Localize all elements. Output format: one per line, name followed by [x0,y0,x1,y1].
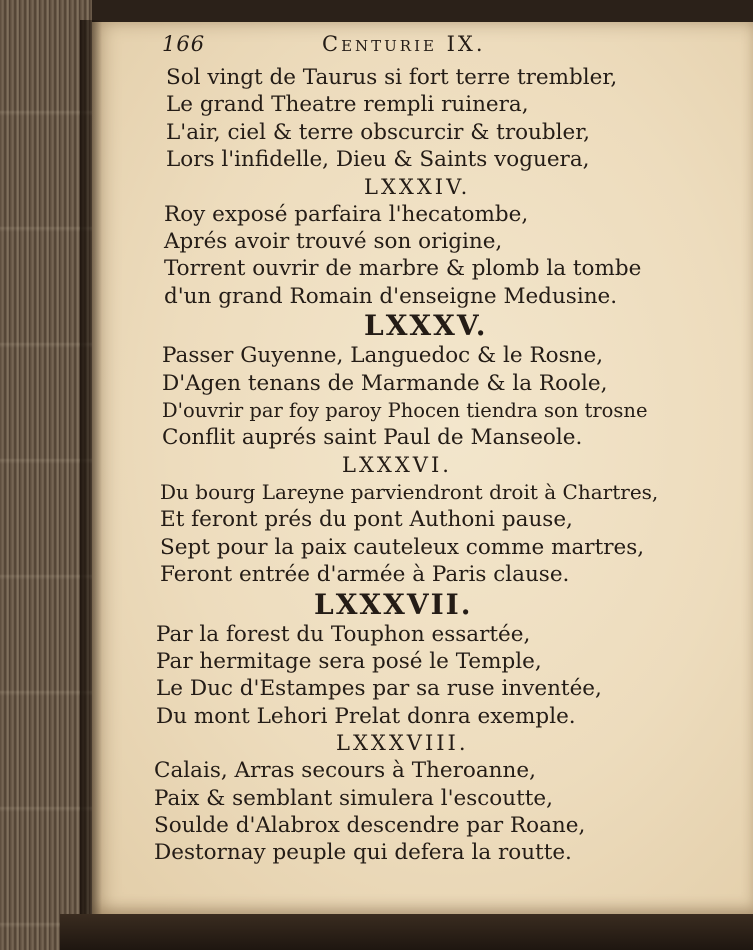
quatrain-numeral: LXXXIV. [364,174,471,199]
verse-line: D'Agen tenans de Marmande & la Roole, [162,370,608,396]
verse-line: Le Duc d'Estampes par sa ruse inventée, [156,676,602,702]
verse-line: Calais, Arras secours à Theroanne, [154,758,536,784]
verse-line: d'un grand Romain d'enseigne Medusine. [164,283,618,309]
verse-line: Paix & semblant simulera l'escoutte, [154,785,553,811]
quatrain-numeral: LXXXVI. [342,452,452,477]
quatrain [150,452,710,589]
running-header [150,30,710,64]
verse-line: D'ouvrir par foy paroy Phocen tiendra son trosne [162,399,648,423]
page-text [150,30,710,867]
verse-line: Et feront prés du pont Authoni pause, [160,507,573,533]
bottom-edge [60,914,753,950]
quatrain-numeral: LXXXV. [364,309,488,343]
verse-line: Sol vingt de Taurus si fort terre trembler, [166,65,618,90]
verse-line: Sept pour la paix cauteleux comme martres, [160,534,645,560]
page-edges [0,0,92,950]
verse-line: Passer Guyenne, Languedoc & le Rosne, [162,343,604,369]
verse-line: Soulde d'Alabrox descendre par Roane, [154,812,586,838]
verse-line: Conflit auprés saint Paul de Manseole. [162,425,583,451]
verse-line: Par la forest du Touphon essartée, [156,621,531,647]
verse-line: Par hermitage sera posé le Temple, [156,648,542,674]
verse-line: L'air, ciel & terre obscurcir & troubler, [166,119,590,145]
verse-line: Roy exposé parfaira l'hecatombe, [164,201,529,227]
verse-line: Lors l'infidelle, Dieu & Saints voguera, [166,147,590,173]
verse-line: Aprés avoir trouvé son origine, [164,229,503,255]
verse-line: Du mont Lehori Prelat donra exemple. [156,703,576,729]
verse-line: Feront entrée d'armée à Paris clause. [160,562,570,588]
quatrain-numeral: LXXXVIII. [336,731,469,756]
quatrain [144,730,710,867]
page-number: 166 [162,32,206,56]
gutter-shadow [80,20,102,920]
verse-line: Torrent ouvrir de marbre & plomb la tombe [164,256,642,282]
quatrain-numeral: LXXXVII. [314,587,473,621]
running-title: Centurie IX. [322,32,486,56]
verse-line: Le grand Theatre rempli ruinera, [166,92,529,118]
quatrain [146,589,710,731]
verse-line: Du bourg Lareyne parviendront droit à Chartres, [160,479,659,504]
quatrain [152,310,710,452]
quatrain [156,64,710,174]
verse-line: Destornay peuple qui defera la routte. [154,840,572,866]
quatrain [154,174,710,311]
